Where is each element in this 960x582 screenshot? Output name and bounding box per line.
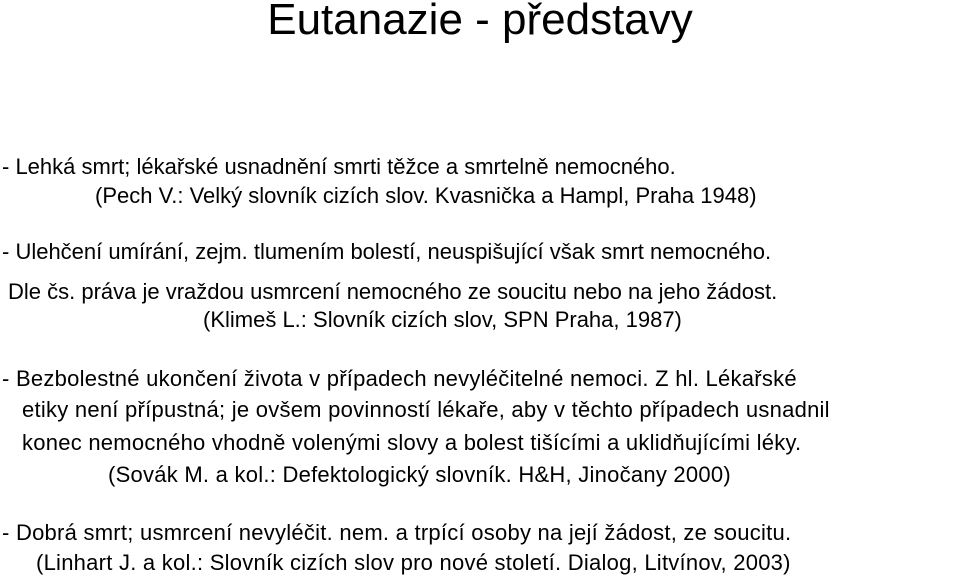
definition-source: (Pech V.: Velký slovník cizích slov. Kvasnička a Hampl, Praha 1948) bbox=[95, 183, 757, 208]
definition-text: - Ulehčení umírání, zejm. tlumením bolestí, neuspišující však smrt nemocného. bbox=[2, 239, 772, 264]
definition-source: (Linhart J. a kol.: Slovník cizích slov pro nové století. Dialog, Litvínov, 2003) bbox=[36, 550, 791, 575]
definition-source: (Klimeš L.: Slovník cizích slov, SPN Praha, 1987) bbox=[203, 307, 682, 332]
definition-text: - Lehká smrt; lékařské usnadnění smrti těžce a smrtelně nemocného. bbox=[2, 154, 676, 179]
definition-text: konec nemocného vhodně volenými slovy a bolest tišícími a uklidňujícími léky. bbox=[22, 430, 802, 455]
slide-title: Eutanazie - představy bbox=[267, 0, 693, 44]
definition-source: (Sovák M. a kol.: Defektologický slovník. H&H, Jinočany 2000) bbox=[108, 462, 731, 487]
definition-text: - Bezbolestné ukončení života v případech nevyléčitelné nemoci. Z hl. Lékařské bbox=[2, 366, 797, 391]
definition-text: etiky není přípustná; je ovšem povinností lékaře, aby v těchto případech usnadnil bbox=[22, 397, 830, 422]
definition-text: - Dobrá smrt; usmrcení nevyléčit. nem. a trpící osoby na její žádost, ze soucitu. bbox=[2, 520, 792, 545]
definition-text: Dle čs. práva je vraždou usmrcení nemocného ze soucitu nebo na jeho žádost. bbox=[8, 279, 778, 304]
